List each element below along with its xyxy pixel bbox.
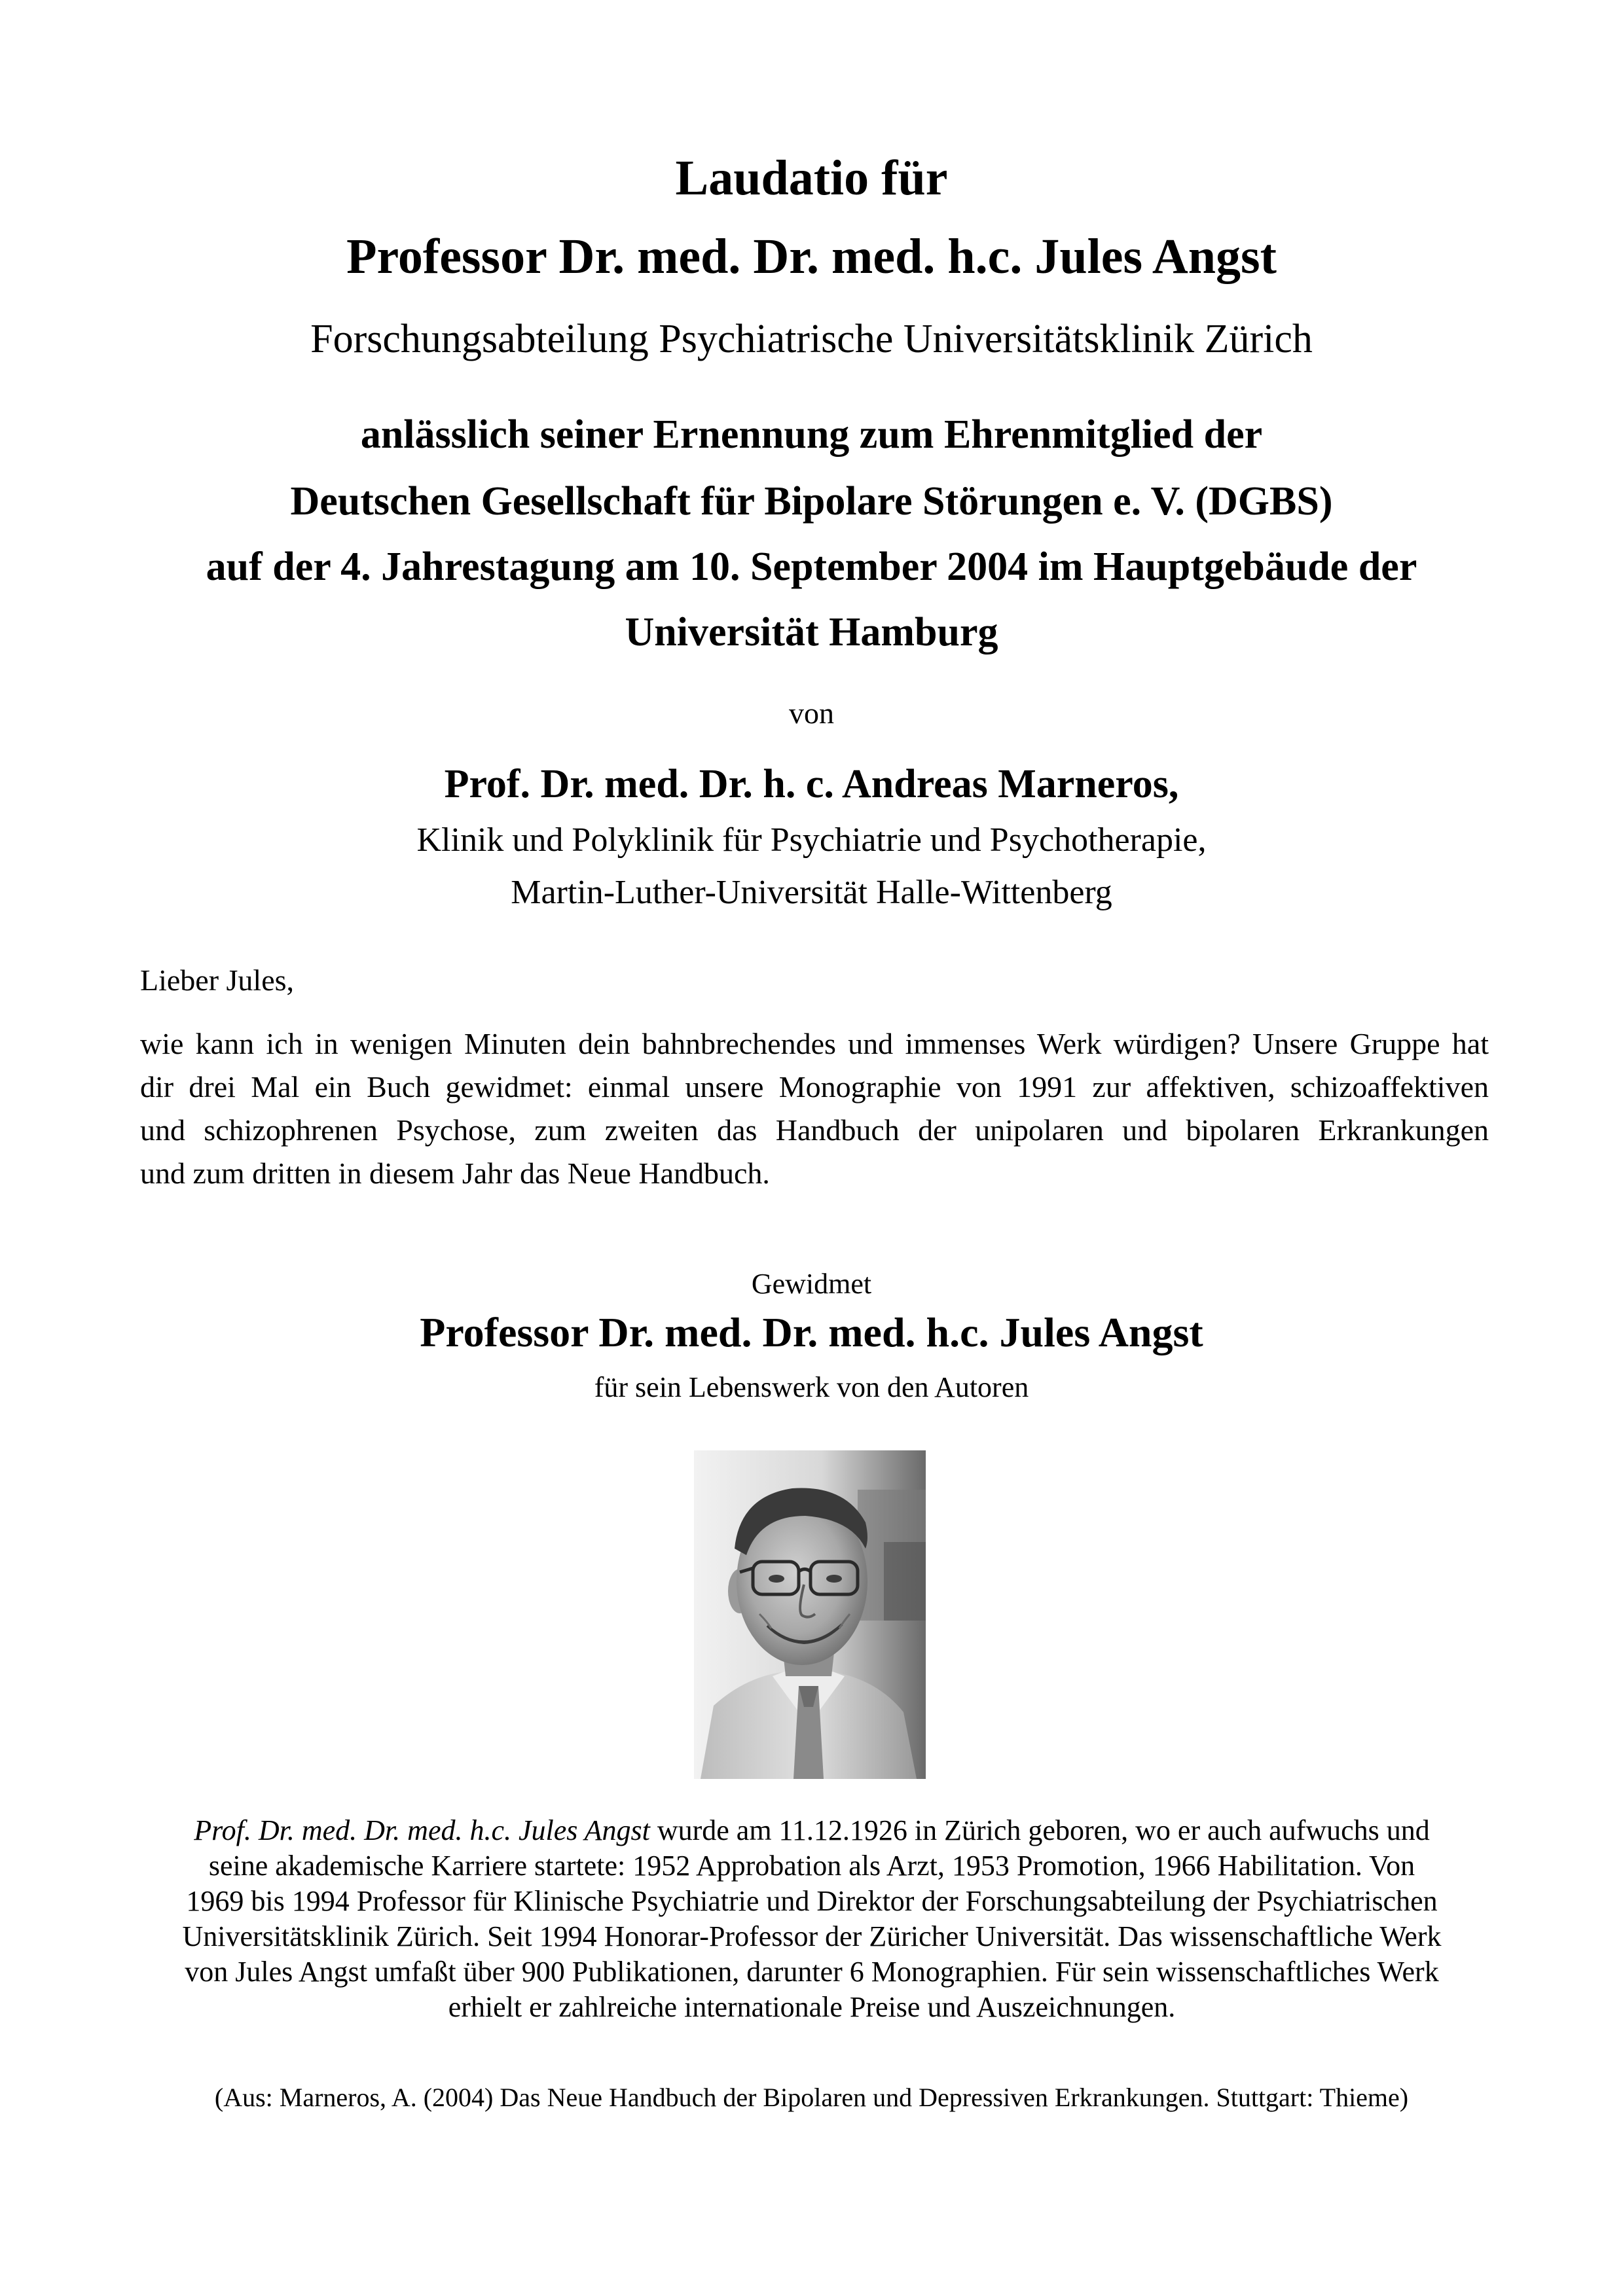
letter-body-line: und zum dritten in diesem Jahr das Neue Handbuch. (140, 1157, 770, 1190)
occasion-line-2: Deutschen Gesellschaft für Bipolare Störungen e. V. (DGBS) (290, 479, 1333, 524)
department-subtitle: Forschungsabteilung Psychiatrische Universitätsklinik Zürich (310, 317, 1313, 361)
author-by: von (789, 696, 834, 730)
author-name: Prof. Dr. med. Dr. h. c. Andreas Marneros, (444, 762, 1179, 806)
author-affiliation-2: Martin-Luther-Universität Halle-Wittenberg (511, 874, 1112, 911)
bio-line: Universitätsklinik Zürich. Seit 1994 Honorar-Professor der Züricher Universität. Das wissenschaftliche Werk (182, 1920, 1442, 1952)
dedication-subtitle: für sein Lebenswerk von den Autoren (594, 1371, 1029, 1403)
salutation: Lieber Jules, (140, 963, 295, 997)
letter-body-line: dir drei Mal ein Buch gewidmet: einmal unsere Monographie von 1991 zur affektiven, schizoaffektiven (140, 1070, 1489, 1103)
title-line-1: Laudatio für (675, 151, 948, 206)
dedication-label: Gewidmet (751, 1268, 872, 1300)
bio-line: 1969 bis 1994 Professor für Klinische Psychiatrie und Direktor der Forschungsabteilung der Psychiatrischen (186, 1885, 1438, 1917)
bio-line: von Jules Angst umfaßt über 900 Publikationen, darunter 6 Monographien. Für sein wissenschaftliches Werk (185, 1956, 1439, 1988)
letter-body-line: und schizophrenen Psychose, zum zweiten das Handbuch der unipolaren und bipolaren Erkrankungen (140, 1113, 1489, 1147)
occasion-line-4: Universität Hamburg (625, 610, 998, 655)
title-line-2: Professor Dr. med. Dr. med. h.c. Jules Angst (346, 229, 1277, 284)
portrait-photo (694, 1450, 926, 1779)
author-affiliation-1: Klinik und Polyklinik für Psychiatrie und Psychotherapie, (416, 821, 1207, 859)
bio-line: erhielt er zahlreiche internationale Preise und Auszeichnungen. (448, 1991, 1176, 2023)
letter-body (140, 1022, 1489, 1195)
occasion-line-3: auf der 4. Jahrestagung am 10. September 2004 im Hauptgebäude der (206, 545, 1417, 589)
biography (151, 1813, 1473, 2025)
letter-body-line: wie kann ich in wenigen Minuten dein bahnbrechendes und immenses Werk würdigen? Unsere Gruppe hat (140, 1027, 1489, 1060)
bio-line (151, 1813, 1473, 1848)
dedication-name: Professor Dr. med. Dr. med. h.c. Jules Angst (420, 1309, 1203, 1355)
source-citation: (Aus: Marneros, A. (2004) Das Neue Handbuch der Bipolaren und Depressiven Erkrankungen. Stuttgart: Thieme) (214, 2083, 1409, 2112)
bio-line-1-text: wurde am 11.12.1926 in Zürich geboren, wo er auch aufwuchs und (649, 1814, 1430, 1846)
occasion-line-1: anlässlich seiner Ernennung zum Ehrenmitglied der (360, 412, 1263, 457)
bio-name: Prof. Dr. med. Dr. med. h.c. Jules Angst (194, 1814, 650, 1846)
bio-line: seine akademische Karriere startete: 1952 Approbation als Arzt, 1953 Promotion, 1966 Habilitation. Von (208, 1850, 1415, 1882)
